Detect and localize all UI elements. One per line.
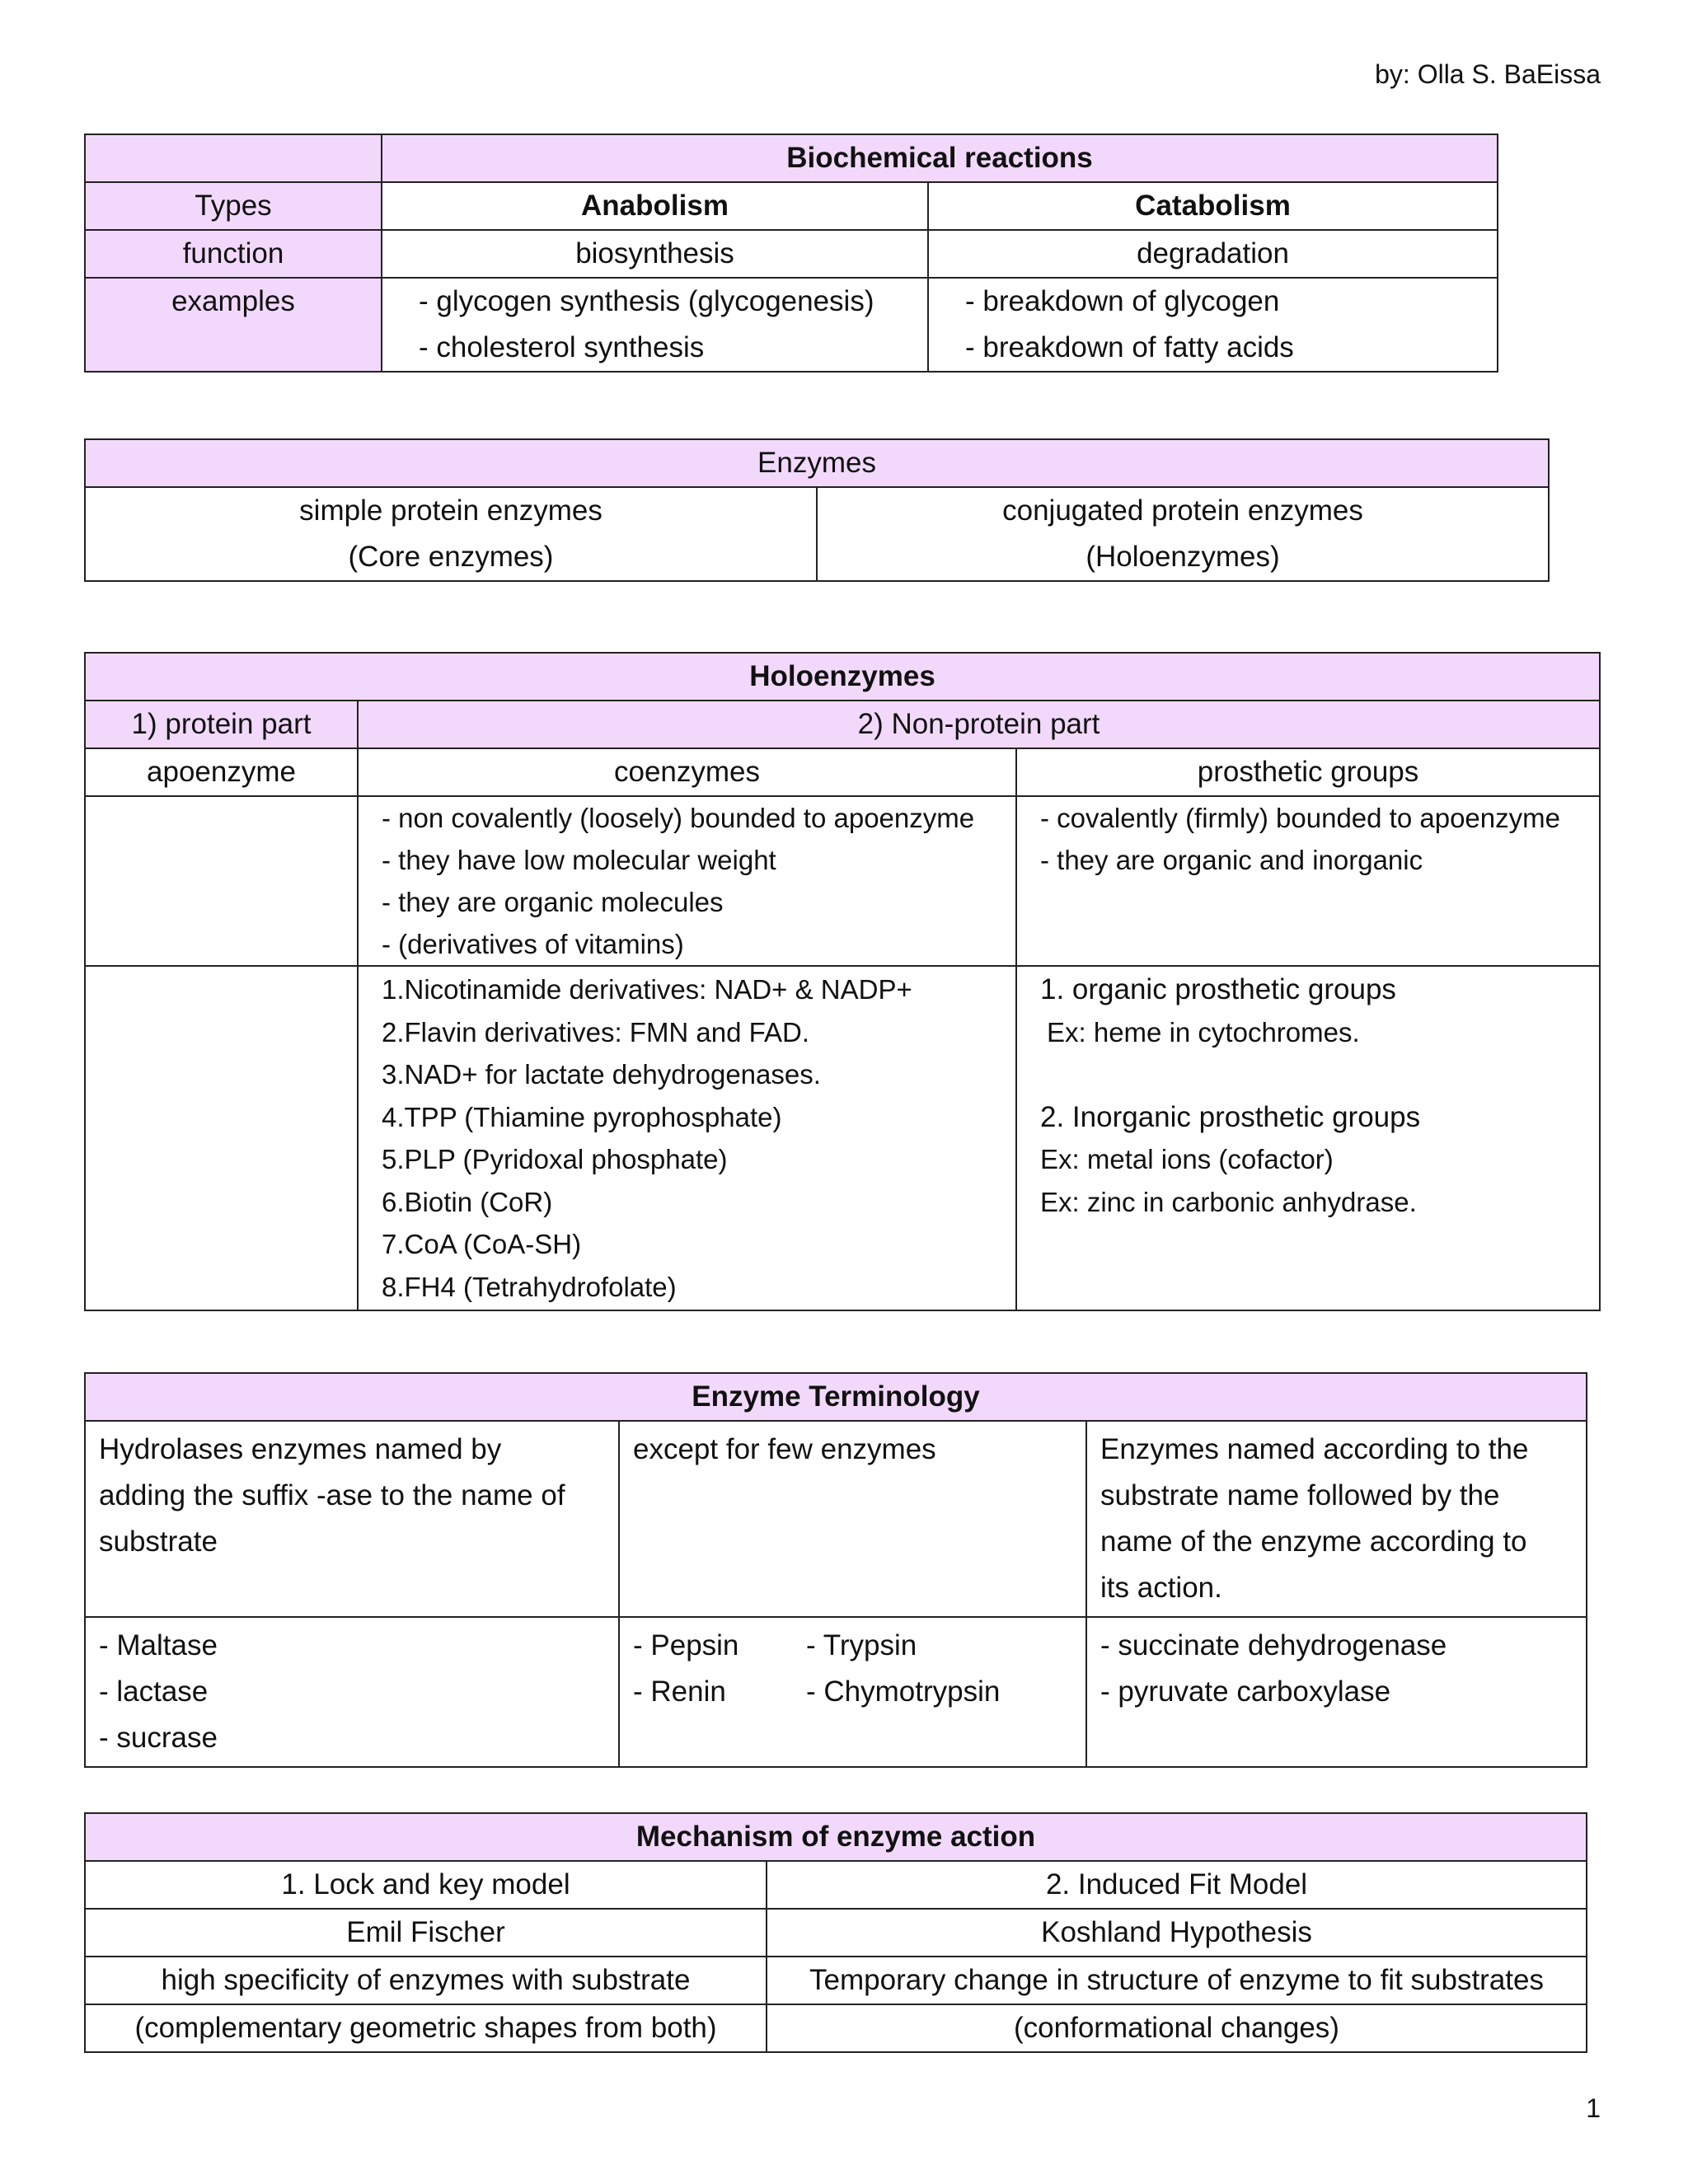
holoenzymes-table [84, 652, 1601, 1311]
prosthetic-groups-header: prosthetic groups [1016, 748, 1600, 796]
lock-key-author: Emil Fischer [85, 1909, 767, 1957]
table-title: Enzyme Terminology [85, 1373, 1587, 1421]
enzymes-table [84, 438, 1550, 582]
coenzyme-list [358, 966, 1016, 1310]
empty-cell [85, 796, 358, 966]
lock-key-note: (complementary geometric shapes from both) [85, 2004, 767, 2052]
description-line: name of the enzyme according to [1100, 1526, 1527, 1558]
table-title: Biochemical reactions [382, 134, 1498, 182]
description-line: Enzymes named according to the [1100, 1433, 1529, 1465]
coenzyme-item: 4.TPP (Thiamine pyrophosphate) [382, 1101, 782, 1132]
holoenzymes-label: (Holoenzymes) [1085, 541, 1280, 573]
conjugated-enzymes-cell [817, 487, 1549, 581]
table-title: Holoenzymes [85, 653, 1600, 701]
property-item: - they are organic and inorganic [1040, 845, 1423, 875]
induced-fit-author: Koshland Hypothesis [767, 1909, 1587, 1957]
author-credit: by: Olla S. BaEissa [1375, 59, 1601, 89]
coenzyme-properties [358, 796, 1016, 966]
organic-example: Ex: heme in cytochromes. [1047, 1016, 1360, 1047]
example-item: - Chymotrypsin [806, 1675, 1001, 1708]
description-line: except for few enzymes [633, 1433, 936, 1465]
conjugated-enzymes-label: conjugated protein enzymes [1002, 494, 1363, 527]
property-item: - they have low molecular weight [382, 845, 776, 875]
enzyme-terminology-table [84, 1372, 1587, 1768]
catabolism-function: degradation [928, 230, 1498, 278]
inorganic-example: Ex: zinc in carbonic anhydrase. [1040, 1186, 1417, 1217]
anabolism-header: Anabolism [382, 182, 928, 230]
example-item: - Trypsin [806, 1629, 917, 1661]
table-title: Mechanism of enzyme action [85, 1813, 1587, 1861]
core-enzymes-label: (Core enzymes) [348, 541, 554, 573]
property-item: - covalently (firmly) bounded to apoenzyme [1040, 803, 1560, 833]
row-label: examples [85, 278, 382, 372]
anabolism-examples [382, 278, 928, 372]
example-item: - succinate dehydrogenase [1100, 1629, 1447, 1661]
example-item: - pyruvate carboxylase [1100, 1675, 1391, 1708]
organic-prosthetic-title: 1. organic prosthetic groups [1040, 973, 1396, 1005]
example-item: - breakdown of fatty acids [965, 331, 1294, 363]
description-line: Hydrolases enzymes named by [99, 1433, 502, 1465]
lock-key-model: 1. Lock and key model [85, 1861, 767, 1909]
empty-cell [85, 966, 358, 1310]
inorganic-prosthetic-title: 2. Inorganic prosthetic groups [1040, 1100, 1421, 1133]
induced-fit-description: Temporary change in structure of enzyme to fit substrates [767, 1957, 1587, 2004]
protein-part-header: 1) protein part [85, 701, 358, 748]
example-row [633, 1623, 1072, 1669]
anabolism-function: biosynthesis [382, 230, 928, 278]
substrate-naming-examples [1086, 1617, 1587, 1767]
biochemical-reactions-table [84, 134, 1498, 373]
page-number: 1 [1586, 2093, 1601, 2123]
apoenzyme-header: apoenzyme [85, 748, 358, 796]
coenzyme-item: 8.FH4 (Tetrahydrofolate) [382, 1271, 677, 1302]
coenzymes-header: coenzymes [358, 748, 1016, 796]
example-item: - sucrase [99, 1722, 218, 1754]
spacer [1040, 1053, 1586, 1096]
property-item: - non covalently (loosely) bounded to apoenzyme [382, 803, 975, 833]
description-line: its action. [1100, 1572, 1222, 1604]
coenzyme-item: 2.Flavin derivatives: FMN and FAD. [382, 1016, 810, 1047]
example-item: - glycogen synthesis (glycogenesis) [419, 285, 874, 317]
row-label: function [85, 230, 382, 278]
coenzyme-item: 7.CoA (CoA-SH) [382, 1229, 582, 1259]
example-item: - Maltase [99, 1629, 218, 1661]
description-line: adding the suffix -ase to the name of [99, 1479, 565, 1511]
exception-examples [619, 1617, 1086, 1767]
hydrolases-description [85, 1421, 619, 1617]
example-row [633, 1669, 1072, 1715]
corner-cell [85, 134, 382, 182]
simple-enzymes-cell [85, 487, 817, 581]
catabolism-header: Catabolism [928, 182, 1498, 230]
lock-key-description: high specificity of enzymes with substrate [85, 1957, 767, 2004]
property-item: - they are organic molecules [382, 887, 724, 917]
coenzyme-item: 6.Biotin (CoR) [382, 1186, 553, 1217]
example-item: - Pepsin [633, 1629, 739, 1661]
substrate-naming-description [1086, 1421, 1587, 1617]
example-item: - cholesterol synthesis [419, 331, 705, 363]
description-line: substrate name followed by the [1100, 1479, 1500, 1511]
coenzyme-item: 1.Nicotinamide derivatives: NAD+ & NADP+ [382, 974, 912, 1005]
prosthetic-list [1016, 966, 1600, 1310]
induced-fit-note: (conformational changes) [767, 2004, 1587, 2052]
table-title: Enzymes [85, 439, 1549, 487]
example-item: - Renin [633, 1675, 726, 1708]
simple-enzymes-label: simple protein enzymes [299, 494, 603, 527]
catabolism-examples [928, 278, 1498, 372]
example-item: - breakdown of glycogen [965, 285, 1280, 317]
hydrolases-examples [85, 1617, 619, 1767]
coenzyme-item: 5.PLP (Pyridoxal phosphate) [382, 1144, 728, 1174]
exceptions-description [619, 1421, 1086, 1617]
property-item: - (derivatives of vitamins) [382, 929, 684, 959]
induced-fit-model: 2. Induced Fit Model [767, 1861, 1587, 1909]
example-item: - lactase [99, 1675, 209, 1708]
row-label: Types [85, 182, 382, 230]
coenzyme-item: 3.NAD+ for lactate dehydrogenases. [382, 1059, 821, 1090]
prosthetic-properties [1016, 796, 1600, 966]
inorganic-example: Ex: metal ions (cofactor) [1040, 1144, 1334, 1174]
description-line: substrate [99, 1526, 218, 1558]
non-protein-part-header: 2) Non-protein part [358, 701, 1600, 748]
mechanism-table [84, 1812, 1587, 2053]
